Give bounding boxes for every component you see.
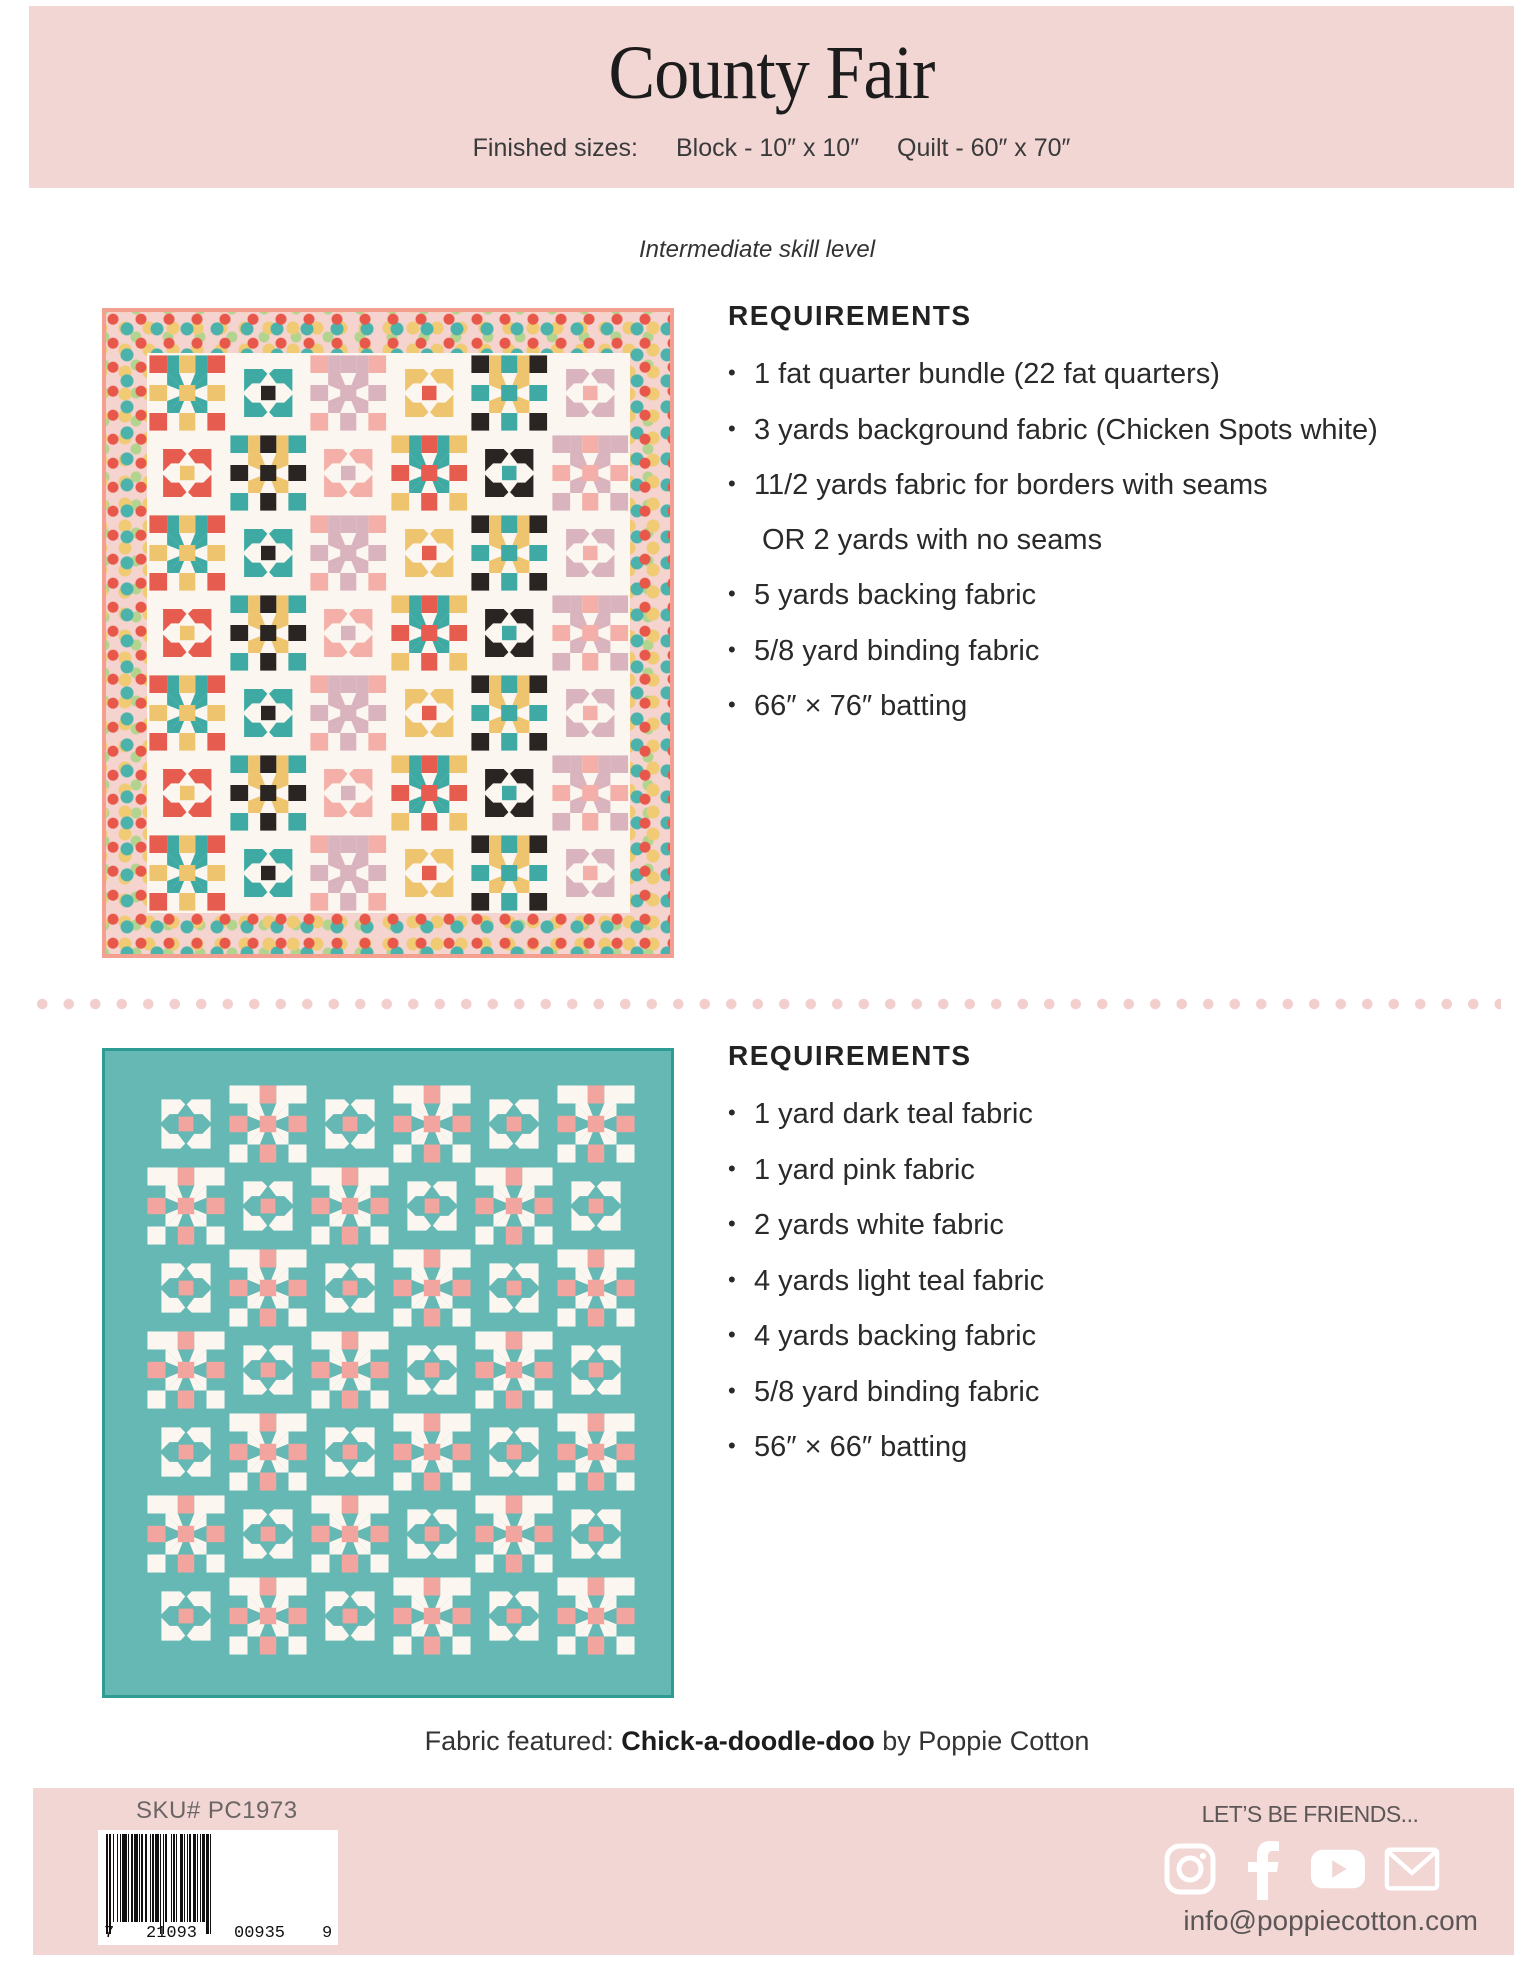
quilt-block — [147, 353, 228, 433]
quilt-block — [473, 1493, 555, 1575]
requirements-title: REQUIREMENTS — [728, 300, 972, 331]
quilt-block — [308, 353, 389, 433]
quilt-block — [469, 753, 550, 833]
quilt-block — [550, 513, 631, 593]
quilt-block — [308, 433, 389, 513]
finished-sizes-label: Finished sizes: — [472, 134, 638, 162]
quilt-block — [227, 1083, 309, 1165]
quilt-block-grid — [145, 1083, 637, 1657]
requirement-item: • 2 yards white fabric — [728, 1209, 1004, 1241]
quilt-block — [555, 1575, 637, 1657]
quilt-block — [389, 753, 470, 833]
quilt-block — [228, 353, 309, 433]
quilt-block — [308, 833, 389, 913]
quilt-block — [555, 1165, 637, 1247]
quilt-block — [550, 593, 631, 673]
quilt-block — [555, 1411, 637, 1493]
requirement-item: • 1 fat quarter bundle (22 fat quarters) — [728, 358, 1220, 390]
requirement-item: • 3 yards background fabric (Chicken Spots white) — [728, 413, 1378, 446]
requirements-section-2 — [728, 1040, 1508, 1475]
quilt-block — [550, 353, 631, 433]
quilt-block — [228, 513, 309, 593]
quilt-block — [308, 513, 389, 593]
quilt-block — [309, 1083, 391, 1165]
quilt-block — [391, 1083, 473, 1165]
quilt-block — [308, 673, 389, 753]
requirement-item: • 66″ × 76″ batting — [728, 690, 968, 722]
social-links — [1162, 1838, 1440, 1900]
quilt-block — [555, 1493, 637, 1575]
requirement-item: • 11/2 yards fabric for borders with seams — [728, 469, 1268, 501]
quilt-block — [309, 1247, 391, 1329]
quilt-block — [147, 833, 228, 913]
quilt-size: Quilt - 60″ x 70″ — [897, 134, 1071, 162]
quilt-block — [145, 1083, 227, 1165]
requirement-item: • 1 yard dark teal fabric — [728, 1098, 1033, 1130]
requirement-item: • 1 yard pink fabric — [728, 1153, 975, 1186]
dotted-divider — [29, 998, 1501, 1010]
quilt-block — [550, 833, 631, 913]
sku-label: SKU# PC1973 — [136, 1797, 298, 1824]
quilt-block — [469, 593, 550, 673]
quilt-block — [308, 593, 389, 673]
quilt-block — [145, 1575, 227, 1657]
quilt-block — [147, 513, 228, 593]
quilt-block — [147, 433, 228, 513]
header-band — [29, 6, 1514, 188]
quilt-block — [228, 673, 309, 753]
quilt-block — [473, 1083, 555, 1165]
quilt-block — [389, 353, 470, 433]
barcode-bars — [106, 1834, 328, 1924]
email-icon[interactable] — [1384, 1838, 1440, 1900]
barcode: 7 21093 00935 9 — [98, 1830, 338, 1945]
requirements-list — [728, 346, 1508, 734]
quilt-block — [550, 753, 631, 833]
quilt-block — [227, 1575, 309, 1657]
quilt-block — [309, 1329, 391, 1411]
contact-email[interactable]: info@poppiecotton.com — [1183, 1905, 1478, 1936]
quilt-block — [309, 1575, 391, 1657]
quilt-block — [227, 1165, 309, 1247]
lets-be-friends: LET’S BE FRIENDS... — [1201, 1801, 1419, 1827]
requirement-item: • 4 yards backing fabric — [728, 1320, 1037, 1352]
quilt-block — [228, 833, 309, 913]
page-title: County Fair — [608, 31, 935, 115]
quilt-block — [145, 1165, 227, 1247]
quilt-block — [391, 1575, 473, 1657]
quilt-block — [555, 1329, 637, 1411]
quilt-block — [473, 1247, 555, 1329]
finished-sizes — [29, 134, 1514, 163]
quilt-block — [473, 1411, 555, 1493]
requirement-item: • 5/8 yard binding fabric — [728, 634, 1040, 667]
quilt-block — [469, 673, 550, 753]
quilt-block — [389, 593, 470, 673]
quilt-block — [309, 1165, 391, 1247]
quilt-block — [147, 753, 228, 833]
quilt-image-teal — [102, 1048, 674, 1698]
quilt-block — [469, 513, 550, 593]
quilt-block — [147, 673, 228, 753]
requirements-title: REQUIREMENTS — [728, 1040, 972, 1071]
youtube-icon[interactable] — [1310, 1838, 1366, 1900]
quilt-block — [228, 433, 309, 513]
quilt-block — [550, 673, 631, 753]
quilt-block-grid — [147, 353, 630, 913]
skill-level: Intermediate skill level — [638, 236, 876, 263]
quilt-block — [550, 433, 631, 513]
quilt-block — [469, 353, 550, 433]
quilt-block — [227, 1411, 309, 1493]
quilt-block — [309, 1493, 391, 1575]
requirements-section-1 — [728, 300, 1508, 734]
quilt-block — [391, 1411, 473, 1493]
quilt-block — [473, 1329, 555, 1411]
quilt-block — [469, 433, 550, 513]
quilt-block — [227, 1493, 309, 1575]
quilt-block — [391, 1493, 473, 1575]
fabric-featured: Fabric featured: Chick-a-doodle-doo by Poppie Cotton — [424, 1726, 1090, 1756]
quilt-block — [389, 673, 470, 753]
requirement-item: • 5/8 yard binding fabric — [728, 1375, 1040, 1408]
requirement-item-continuation: OR 2 yards with no seams — [762, 523, 1103, 556]
quilt-block — [227, 1247, 309, 1329]
fabric-line-name: Chick-a-doodle-doo — [621, 1726, 875, 1756]
quilt-block — [147, 593, 228, 673]
quilt-block — [228, 593, 309, 673]
quilt-block — [145, 1493, 227, 1575]
quilt-block — [389, 513, 470, 593]
instagram-icon[interactable] — [1162, 1838, 1218, 1900]
requirements-list — [728, 1086, 1508, 1475]
quilt-block — [389, 833, 470, 913]
requirement-item: • 4 yards light teal fabric — [728, 1264, 1045, 1297]
quilt-block — [469, 833, 550, 913]
quilt-block — [391, 1329, 473, 1411]
quilt-block — [391, 1247, 473, 1329]
quilt-block — [145, 1329, 227, 1411]
quilt-block — [555, 1083, 637, 1165]
quilt-block — [473, 1165, 555, 1247]
quilt-block — [389, 433, 470, 513]
quilt-block — [228, 753, 309, 833]
quilt-block — [145, 1411, 227, 1493]
quilt-block — [309, 1411, 391, 1493]
quilt-block — [555, 1247, 637, 1329]
quilt-block — [227, 1329, 309, 1411]
block-size: Block - 10″ x 10″ — [675, 134, 860, 162]
quilt-block — [308, 753, 389, 833]
facebook-icon[interactable] — [1236, 1838, 1292, 1900]
quilt-image-scrappy — [102, 308, 674, 958]
quilt-block — [145, 1247, 227, 1329]
requirement-item: • 5 yards backing fabric — [728, 579, 1037, 611]
requirement-item: • 56″ × 66″ batting — [728, 1431, 968, 1463]
quilt-block — [473, 1575, 555, 1657]
quilt-block — [391, 1165, 473, 1247]
